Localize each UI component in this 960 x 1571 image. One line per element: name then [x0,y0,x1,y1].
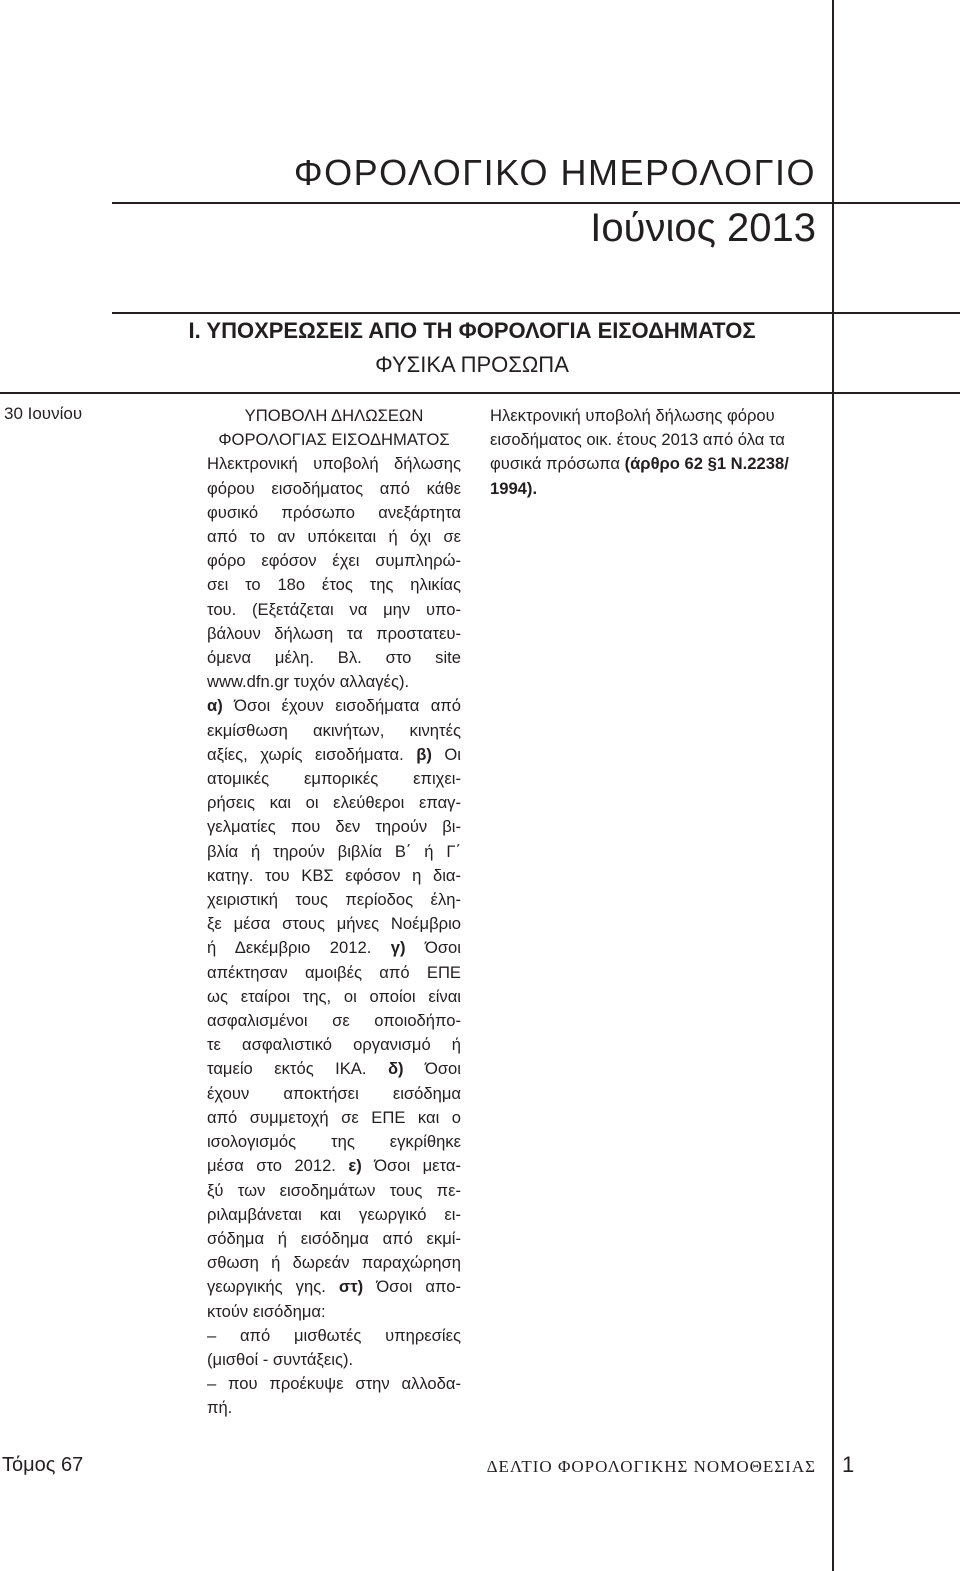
note-line [490,477,820,501]
body-line: ξε μέσα στους μήνες Νοέμβριο [207,914,461,934]
body-line: ισολογισμός της εγκρίθηκε [207,1132,461,1152]
body-line: γελματίες που δεν τηρούν βι- [207,817,461,837]
entry-note [490,404,820,501]
footer-journal-name: ΔΕΛΤΙΟ ΦΟΡΟΛΟΓΙΚΗΣ ΝΟΜΟΘΕΣΙΑΣ [486,1457,816,1476]
item-label-f: στ) [338,1277,364,1297]
entry-heading-line: ΦΟΡΟΛΟΓΙΑΣ ΕΙΣΟΔΗΜΑΤΟΣ [218,430,450,450]
body-line: φυσικό πρόσωπο ανεξάρτητα [207,502,461,522]
entry-description [207,404,461,1421]
body-line: κτούν εισόδημα: [207,1301,326,1321]
body-line: ταμείο εκτός ΙΚΑ. δ) Όσοι [207,1059,461,1079]
entry-heading-line: ΥΠΟΒΟΛΗ ΔΗΛΩΣΕΩΝ [244,406,424,425]
page-subtitle: Ιούνιος 2013 [590,206,816,250]
body-line: τε ασφαλιστικό οργανισμό ή [207,1035,461,1055]
body-line: – από μισθωτές υπηρεσίες [207,1325,461,1345]
item-label-c: γ) [390,938,406,958]
entry-date: 30 Ιουνίου [4,404,83,423]
note-line: Ηλεκτρονική υποβολή δήλωσης φόρου [490,406,775,425]
page-number: 1 [842,1452,855,1477]
body-line: κατηγ. του ΚΒΣ εφόσον η δια- [207,865,461,885]
body-line: ξύ των εισοδημάτων τους πε- [207,1180,461,1200]
section-title: Ι. ΥΠΟΧΡΕΩΣΕΙΣ ΑΠΟ ΤΗ ΦΟΡΟΛΟΓΙΑ ΕΙΣΟΔΗΜΑΤΟΣ [188,318,756,343]
body-line: απέκτησαν αμοιβές από ΕΠΕ [207,962,461,982]
body-line: α) Όσοι έχουν εισοδήματα από [207,696,461,716]
item-label-b: β) [416,744,432,764]
body-line: βλία ή τηρούν βιβλία Β΄ ή Γ΄ [207,841,461,861]
body-line: ατομικές εμπορικές επιχει- [207,769,461,789]
body-line: χειριστική τους περίοδος έλη- [207,890,461,910]
body-line: βάλουν δήλωση τα προστατευ- [207,623,461,643]
body-line: φόρου εισοδήματος από κάθε [207,478,461,498]
right-margin-rule [832,0,834,1571]
body-line: σει το 18ο έτος της ηλικίας [207,575,461,595]
body-line: ρήσεις και οι ελεύθεροι επαγ- [207,793,461,813]
body-line: ως εταίροι της, οι οποίοι είναι [207,986,461,1006]
section-top-rule [112,312,960,314]
body-line: – που προέκυψε στην αλλοδα- [207,1374,461,1394]
body-line: όμενα μέλη. Βλ. στο site [207,648,461,668]
body-line: του. (Εξετάζεται να μην υπο- [207,599,461,619]
body-line: έχουν αποκτήσει εισόδημα [207,1083,461,1103]
body-line: αξίες, χωρίς εισοδήματα. β) Οι [207,744,461,764]
footer-volume: Τόμος 67 [2,1454,84,1476]
page-title: ΦΟΡΟΛΟΓΙΚΟ ΗΜΕΡΟΛΟΓΙΟ [293,152,816,193]
item-label-a: α) [207,696,223,716]
body-line: www.dfn.gr τυχόν αλλαγές). [207,672,410,692]
body-line: γεωργικής γης. στ) Όσοι απο- [207,1277,461,1297]
body-line: ασφαλισμένοι σε οποιοδήπο- [207,1011,461,1031]
body-line: φόρο εφόσον έχει συμπληρώ- [207,551,461,571]
body-line: μέσα στο 2012. ε) Όσοι μετα- [207,1156,461,1176]
body-line: ή Δεκέμβριο 2012. γ) Όσοι [207,938,461,958]
body-line: πή. [207,1398,233,1418]
body-line: εκμίσθωση ακινήτων, κινητές [207,720,461,740]
section-subtitle: ΦΥΣΙΚΑ ΠΡΟΣΩΠΑ [375,352,569,377]
body-line: από συμμετοχή σε ΕΠΕ και ο [207,1107,461,1127]
note-line: εισοδήματος οικ. έτους 2013 από όλα τα [490,430,785,450]
note-line: φυσικά πρόσωπα (άρθρο 62 §1 Ν.2238/ [490,454,789,474]
legal-reference: (άρθρο 62 §1 Ν.2238/ [624,454,789,474]
body-line: από το αν υπόκειται ή όχι σε [207,527,461,547]
body-line: ριλαμβάνεται και γεωργικό ει- [207,1204,461,1224]
body-line: Ηλεκτρονική υποβολή δήλωσης [207,454,461,474]
body-line: σθωση ή δωρεάν παραχώρηση [207,1253,461,1273]
body-line: (μισθοί - συντάξεις). [207,1349,354,1369]
section-bottom-rule [0,392,960,394]
legal-reference-end: 1994). [490,478,538,498]
title-rule [112,202,960,204]
item-label-d: δ) [387,1059,404,1079]
body-line: σόδημα ή εισόδημα από εκμί- [207,1228,461,1248]
item-label-e: ε) [348,1156,362,1176]
